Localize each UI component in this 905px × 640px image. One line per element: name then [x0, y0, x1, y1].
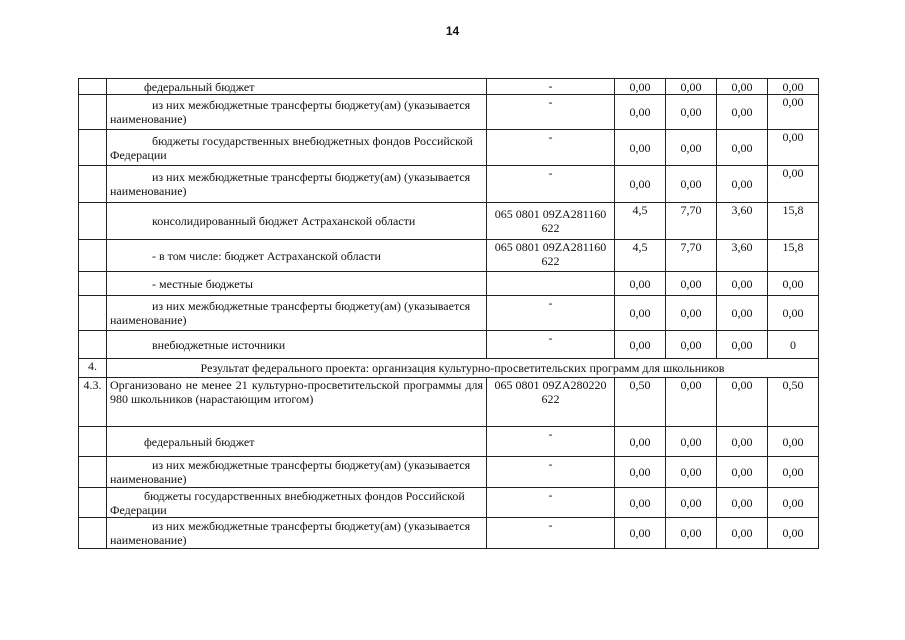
- value-cell-1: 0,00: [615, 166, 666, 203]
- item-name: внебюджетные источники: [107, 331, 487, 359]
- value-cell-1: 0,00: [615, 488, 666, 518]
- item-name: бюджеты государственных внебюджетных фондов Российской Федерации: [107, 130, 487, 166]
- item-name: консолидированный бюджет Астраханской области: [107, 203, 487, 240]
- value-cell-1: 4,5: [615, 240, 666, 272]
- value-cell-4: 0,00: [768, 427, 819, 457]
- table-row: [79, 130, 819, 166]
- value-cell-2: 7,70: [666, 203, 717, 240]
- value-cell-1: 0,00: [615, 457, 666, 488]
- table-row: [79, 518, 819, 549]
- budget-table: [78, 78, 819, 549]
- item-name: из них межбюджетные трансферты бюджету(ам) (указывается наименование): [107, 95, 487, 130]
- value-cell-4: 0,00: [768, 457, 819, 488]
- budget-code: -: [487, 166, 615, 203]
- value-cell-4: 0,00: [768, 79, 819, 95]
- item-name: бюджеты государственных внебюджетных фондов Российской Федерации: [107, 488, 487, 518]
- value-cell-4: 0,00: [768, 518, 819, 549]
- table-row: [79, 166, 819, 203]
- value-cell-2: 0,00: [666, 130, 717, 166]
- item-name: федеральный бюджет: [107, 427, 487, 457]
- value-cell-3: 0,00: [717, 518, 768, 549]
- value-cell-4: 0: [768, 331, 819, 359]
- table-row: [79, 203, 819, 240]
- item-name: федеральный бюджет: [107, 79, 487, 95]
- item-name: из них межбюджетные трансферты бюджету(ам) (указывается наименование): [107, 518, 487, 549]
- value-cell-1: 0,00: [615, 95, 666, 130]
- item-name: из них межбюджетные трансферты бюджету(ам) (указывается наименование): [107, 457, 487, 488]
- item-name: - местные бюджеты: [107, 272, 487, 296]
- table-row: [79, 331, 819, 359]
- value-cell-2: 0,00: [666, 166, 717, 203]
- value-cell-4: 15,8: [768, 203, 819, 240]
- value-cell-2: 0,00: [666, 518, 717, 549]
- budget-code: -: [487, 331, 615, 359]
- value-cell-3: 0,00: [717, 272, 768, 296]
- value-cell-2: 0,00: [666, 296, 717, 331]
- item-name: из них межбюджетные трансферты бюджету(ам) (указывается наименование): [107, 296, 487, 331]
- budget-code: 065 0801 09ZA281160 622: [487, 203, 615, 240]
- row-number: [79, 518, 107, 549]
- value-cell-3: 0,00: [717, 130, 768, 166]
- value-cell-4: 15,8: [768, 240, 819, 272]
- value-cell-1: 0,00: [615, 518, 666, 549]
- budget-code: 065 0801 09ZA280220 622: [487, 378, 615, 427]
- value-cell-1: 0,00: [615, 79, 666, 95]
- value-cell-4: 0,00: [768, 296, 819, 331]
- budget-code: -: [487, 79, 615, 95]
- budget-code: -: [487, 488, 615, 518]
- table-row: [79, 95, 819, 130]
- budget-code: -: [487, 130, 615, 166]
- value-cell-2: 0,00: [666, 79, 717, 95]
- value-cell-3: 0,00: [717, 427, 768, 457]
- value-cell-3: 3,60: [717, 240, 768, 272]
- budget-code: -: [487, 518, 615, 549]
- table-row: [79, 79, 819, 95]
- value-cell-1: 0,50: [615, 378, 666, 427]
- row-number: 4.: [79, 359, 107, 378]
- row-number: [79, 488, 107, 518]
- value-cell-1: 0,00: [615, 427, 666, 457]
- value-cell-3: 0,00: [717, 166, 768, 203]
- budget-code: -: [487, 427, 615, 457]
- table-row: [79, 296, 819, 331]
- value-cell-1: 4,5: [615, 203, 666, 240]
- row-number: [79, 203, 107, 240]
- row-number: [79, 130, 107, 166]
- table-row: [79, 378, 819, 427]
- value-cell-3: 3,60: [717, 203, 768, 240]
- budget-table-body: [79, 79, 819, 549]
- value-cell-4: 0,00: [768, 488, 819, 518]
- budget-code: [487, 272, 615, 296]
- value-cell-4: 0,00: [768, 166, 819, 203]
- value-cell-3: 0,00: [717, 488, 768, 518]
- value-cell-3: 0,00: [717, 296, 768, 331]
- value-cell-4: 0,00: [768, 272, 819, 296]
- row-number: [79, 331, 107, 359]
- table-row: [79, 427, 819, 457]
- value-cell-1: 0,00: [615, 331, 666, 359]
- value-cell-3: 0,00: [717, 378, 768, 427]
- row-number: [79, 457, 107, 488]
- value-cell-2: 0,00: [666, 427, 717, 457]
- row-number: 4.3.: [79, 378, 107, 427]
- value-cell-2: 0,00: [666, 272, 717, 296]
- budget-code: -: [487, 95, 615, 130]
- value-cell-3: 0,00: [717, 79, 768, 95]
- value-cell-4: 0,00: [768, 130, 819, 166]
- page-number: 14: [445, 24, 460, 38]
- value-cell-3: 0,00: [717, 457, 768, 488]
- value-cell-1: 0,00: [615, 272, 666, 296]
- value-cell-2: 0,00: [666, 378, 717, 427]
- value-cell-2: 0,00: [666, 457, 717, 488]
- value-cell-2: 0,00: [666, 95, 717, 130]
- item-name: из них межбюджетные трансферты бюджету(ам) (указывается наименование): [107, 166, 487, 203]
- value-cell-1: 0,00: [615, 296, 666, 331]
- value-cell-2: 0,00: [666, 488, 717, 518]
- budget-code: -: [487, 457, 615, 488]
- row-number: [79, 296, 107, 331]
- section-title: Результат федерального проекта: организация культурно-просветительских программ для школьников: [107, 359, 819, 378]
- budget-code: 065 0801 09ZA281160 622: [487, 240, 615, 272]
- table-row: [79, 457, 819, 488]
- item-name: Организовано не менее 21 культурно-просветительской программы для 980 школьников (нарастающим итогом): [107, 378, 487, 427]
- table-row: [79, 272, 819, 296]
- value-cell-2: 7,70: [666, 240, 717, 272]
- budget-code: -: [487, 296, 615, 331]
- row-number: [79, 427, 107, 457]
- value-cell-4: 0,50: [768, 378, 819, 427]
- row-number: [79, 79, 107, 95]
- item-name: - в том числе: бюджет Астраханской области: [107, 240, 487, 272]
- table-row: [79, 240, 819, 272]
- row-number: [79, 272, 107, 296]
- section-row: [79, 359, 819, 378]
- value-cell-3: 0,00: [717, 331, 768, 359]
- row-number: [79, 95, 107, 130]
- value-cell-1: 0,00: [615, 130, 666, 166]
- row-number: [79, 166, 107, 203]
- value-cell-3: 0,00: [717, 95, 768, 130]
- table-row: [79, 488, 819, 518]
- value-cell-4: 0,00: [768, 95, 819, 130]
- value-cell-2: 0,00: [666, 331, 717, 359]
- row-number: [79, 240, 107, 272]
